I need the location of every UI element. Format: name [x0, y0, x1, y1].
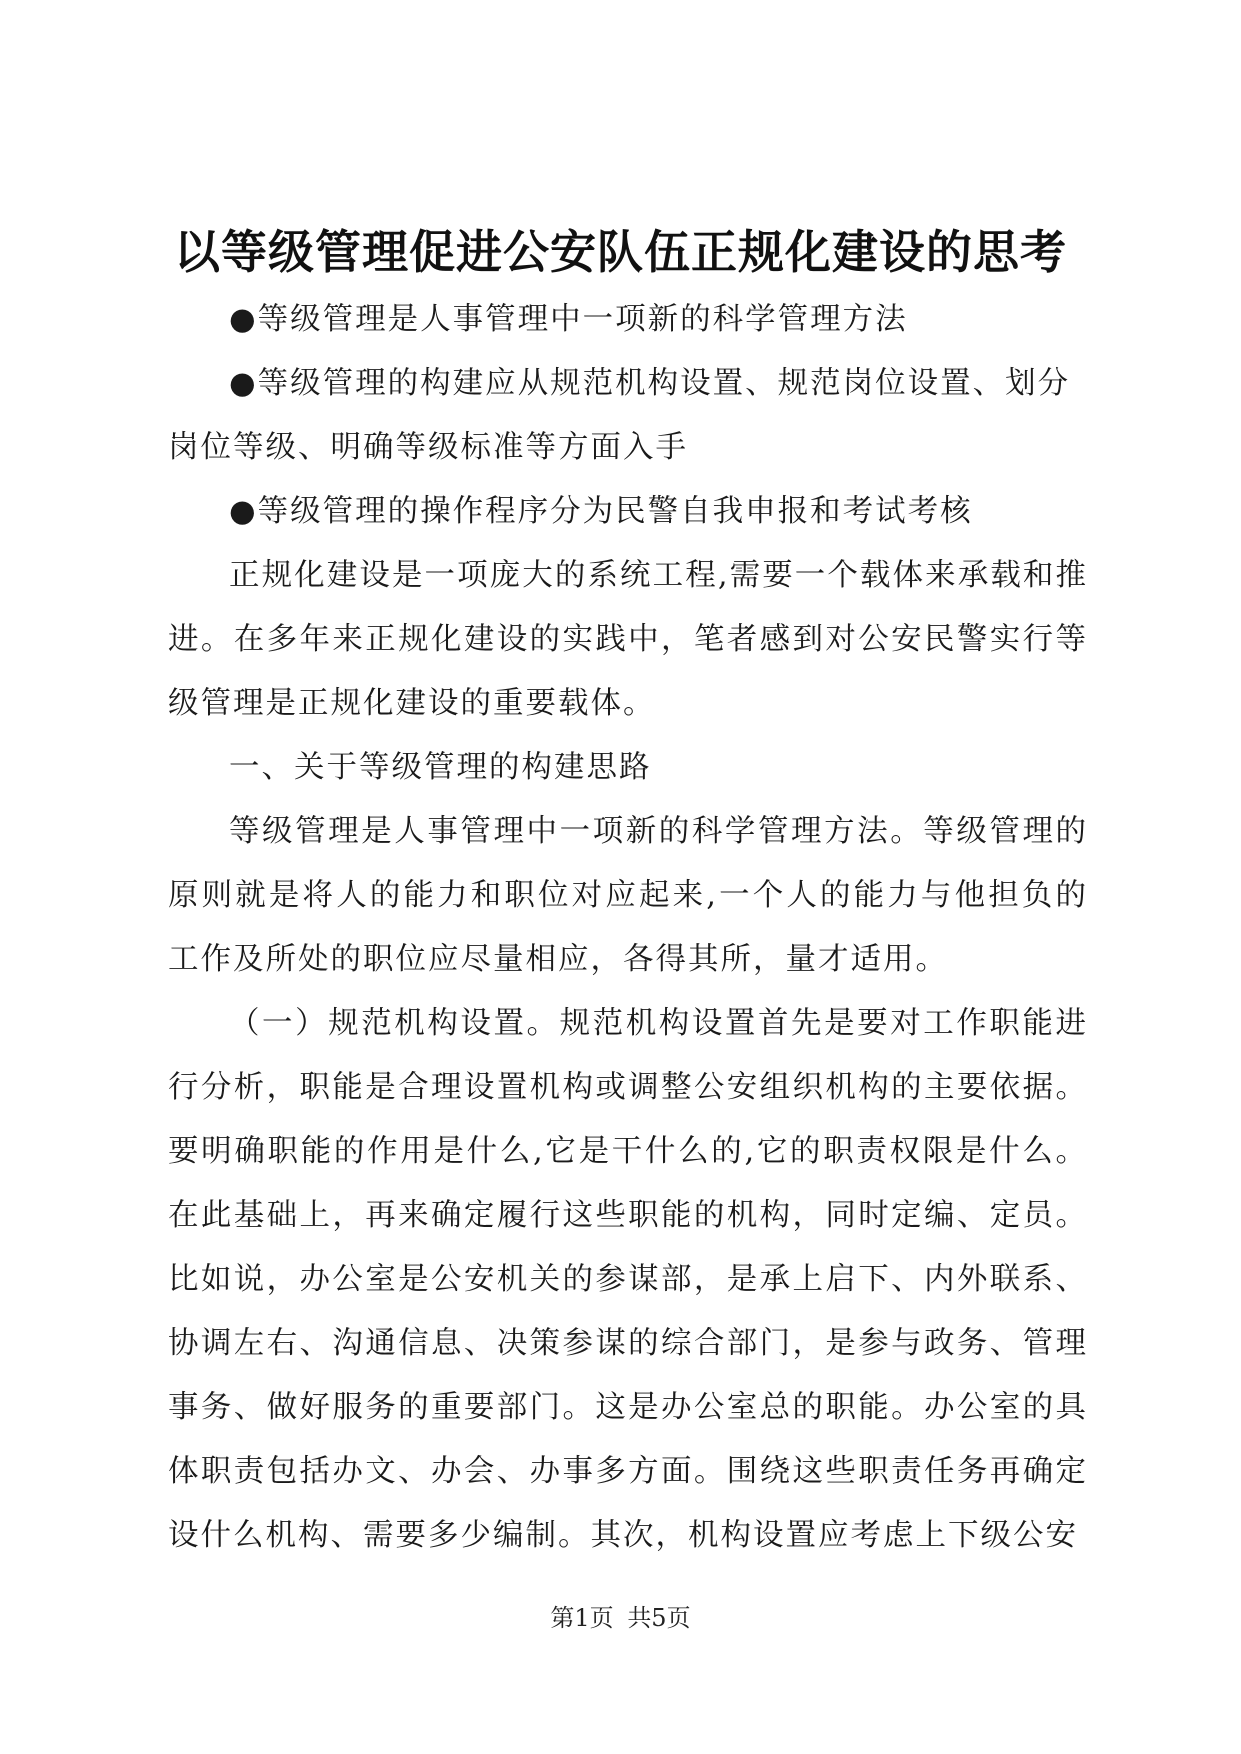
- document-title: 以等级管理促进公安队伍正规化建设的思考: [174, 225, 1067, 279]
- page-total: 共5页: [627, 1604, 691, 1632]
- body-paragraph: 等级管理是人事管理中一项新的科学管理方法。等级管理的原则就是将人的能力和职位对应起来,一个人的能力与他担负的工作及所处的职位应尽量相应，各得其所，量才适用。: [168, 814, 1088, 977]
- summary-point: ●等级管理是人事管理中一项新的科学管理方法: [229, 302, 908, 337]
- page-number: 第1页: [550, 1604, 614, 1632]
- intro-paragraph: 正规化建设是一项庞大的系统工程,需要一个载体来承载和推进。在多年来正规化建设的实践中，笔者感到对公安民警实行等级管理是正规化建设的重要载体。: [168, 558, 1088, 721]
- page-footer: [0, 1602, 1241, 1634]
- summary-point: ●等级管理的操作程序分为民警自我申报和考试考核: [229, 494, 973, 529]
- summary-point: ●等级管理的构建应从规范机构设置、规范岗位设置、划分岗位等级、明确等级标准等方面入手: [168, 366, 1071, 465]
- document-body: [168, 288, 1088, 1568]
- section-heading: 一、关于等级管理的构建思路: [229, 750, 652, 785]
- body-paragraph: （一）规范机构设置。规范机构设置首先是要对工作职能进行分析，职能是合理设置机构或调整公安组织机构的主要依据。要明确职能的作用是什么,它是干什么的,它的职责权限是什么。在此基础上，再来确定履行这些职能的机构，同时定编、定员。比如说，办公室是公安机关的参谋部，是承上启下、内外联系、协调左右、沟通信息、决策参谋的综合部门，是参与政务、管理事务、做好服务的重要部门。这是办公室总的职能。办公室的具体职责包括办文、办会、办事多方面。围绕这些职责任务再确定设什么机构、需要多少编制。其次，机构设置应考虑上下级公安: [168, 1006, 1088, 1553]
